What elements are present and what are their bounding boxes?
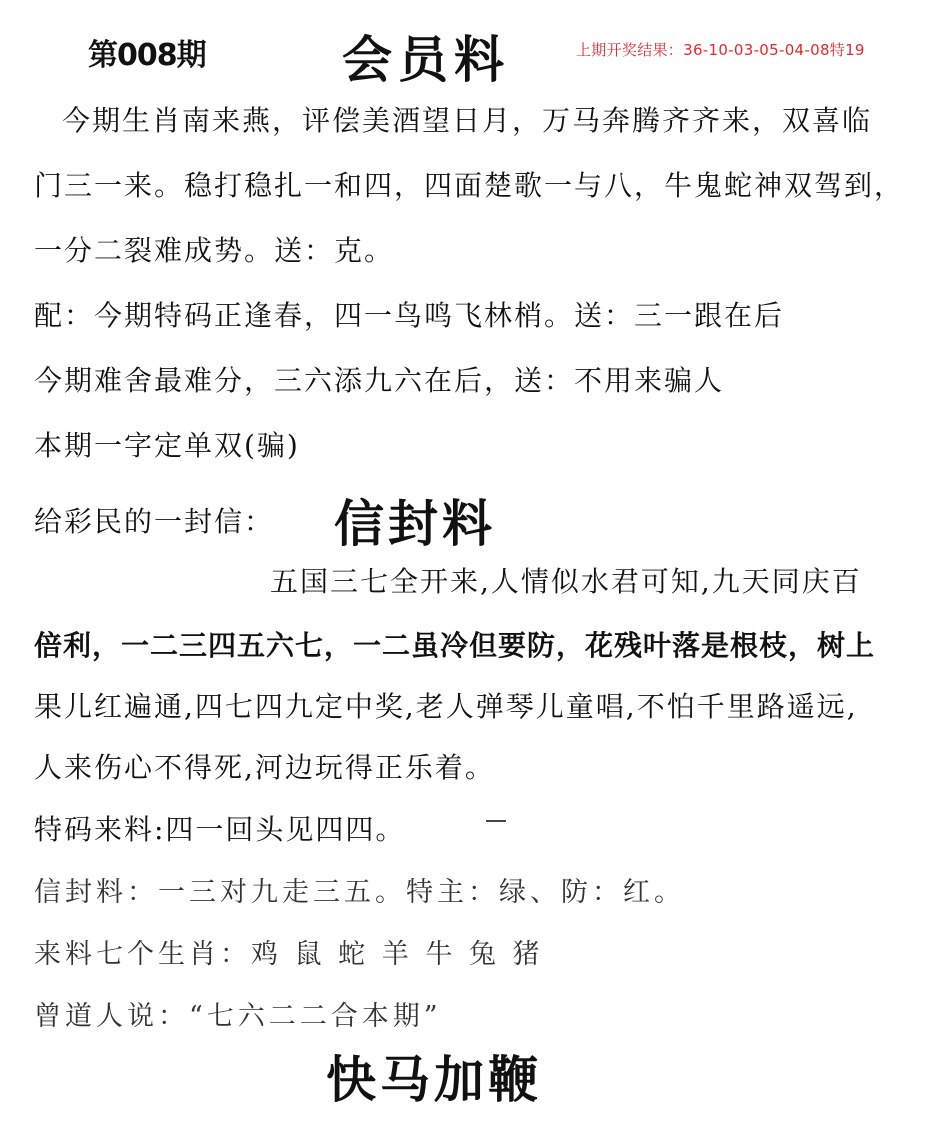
special-code-line: 特码来料:四一回头见四四。 bbox=[34, 813, 406, 846]
envelope-line: 信封料：一三对九走三五。特主：绿、防：红。 bbox=[34, 877, 685, 908]
letter-section-title: 信封料 bbox=[334, 494, 496, 553]
stray-dash bbox=[486, 820, 506, 822]
member-line-5: 今期难舍最难分，三六添九六在后，送：不用来骗人 bbox=[34, 364, 725, 397]
saying-line: 曾道人说：“七六二二合本期” bbox=[34, 1001, 442, 1032]
member-line-2: 门三一来。稳打稳扎一和四，四面楚歌一与八，牛鬼蛇神双驾到， bbox=[34, 169, 905, 202]
letter-line-4: 人来伤心不得死,河边玩得正乐着。 bbox=[34, 751, 495, 784]
letter-intro: 给彩民的一封信： bbox=[34, 505, 275, 538]
member-line-3: 一分二裂难成势。送：克。 bbox=[34, 234, 395, 267]
letter-line-2: 倍利，一二三四五六七，一二虽冷但要防，花残叶落是根枝，树上 bbox=[34, 629, 876, 662]
issue-number: 第008期 bbox=[88, 38, 206, 73]
letter-line-3: 果儿红遍通,四七四九定中奖,老人弹琴儿童唱,不怕千里路遥远, bbox=[34, 690, 858, 723]
page-title: 会员料 bbox=[342, 30, 510, 89]
member-line-1: 今期生肖南来燕，评偿美酒望日月，万马奔腾齐齐来，双喜临 bbox=[62, 104, 873, 137]
footer-title: 快马加鞭 bbox=[326, 1050, 542, 1109]
member-line-4: 配：今期特码正逢春，四一鸟鸣飞林梢。送：三一跟在后 bbox=[34, 299, 785, 332]
zodiac-line: 来料七个生肖：鸡 鼠 蛇 羊 牛 兔 猪 bbox=[34, 939, 544, 970]
letter-line-1: 五国三七全开来,人情似水君可知,九天同庆百 bbox=[270, 565, 862, 598]
last-result-text: 上期开奖结果：36-10-03-05-04-08特19 bbox=[576, 41, 865, 59]
member-line-6: 本期一字定单双(骗) bbox=[34, 429, 300, 462]
